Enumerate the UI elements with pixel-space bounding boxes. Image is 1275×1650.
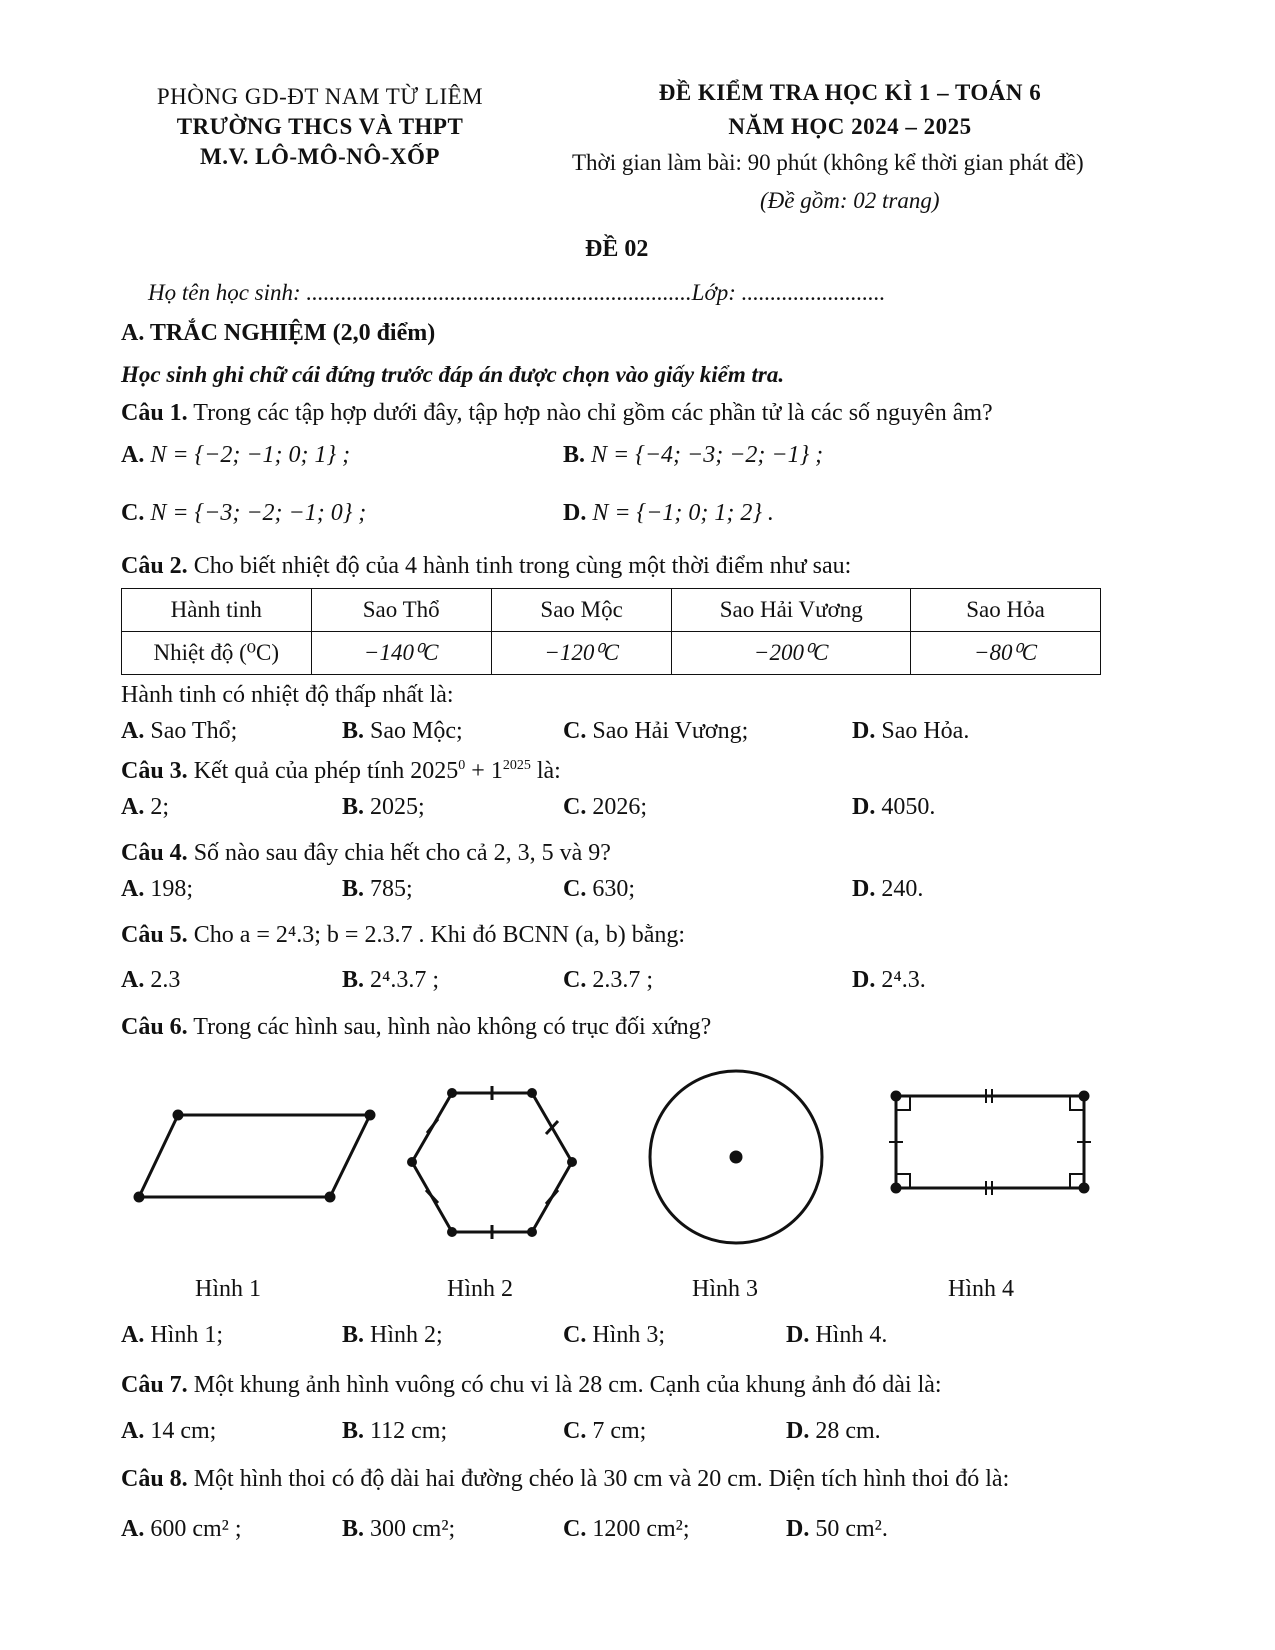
question-label: Câu 2. [121,553,188,579]
expression-plus: + [465,758,491,784]
option-key: B. [342,794,365,820]
table-cell: −120⁰C [491,632,671,675]
option-key: A. [121,1418,145,1444]
table-cell: −80⁰C [911,632,1101,675]
expression-base-2: 1 [490,758,503,784]
class-field[interactable]: ......................... [741,280,886,305]
rectangle-figure [889,1089,1091,1195]
table-cell: Nhiệt độ (⁰C) [122,632,312,675]
option-text: N = {−1; 0; 1; 2} . [592,500,774,526]
option-text: 2⁴.3.7 ; [364,967,440,993]
circle-figure [650,1071,822,1243]
option-text: 7 cm; [586,1418,647,1444]
option-text: Hình 4. [809,1322,888,1348]
option-text: N = {−4; −3; −2; −1} ; [591,442,824,468]
option-key: D. [852,718,876,744]
question-text: Cho a = 2⁴.3; b = 2.3.7 . Khi đó BCNN (a, b) bằng: [187,922,686,948]
q7-option-b[interactable] [342,1418,447,1445]
option-key: D. [852,876,876,902]
q8-option-a[interactable] [121,1516,242,1543]
section-a-instruction: Học sinh ghi chữ cái đứng trước đáp án được chọn vào giấy kiểm tra. [121,362,785,387]
q7-option-d[interactable] [786,1418,881,1445]
expression-exp-2: 2025 [502,758,531,773]
q8-option-c[interactable] [563,1516,690,1543]
option-text: 14 cm; [144,1418,217,1444]
school-name-line2: M.V. LÔ-MÔ-NÔ-XỐP [200,144,440,169]
option-key: C. [563,1322,587,1348]
option-key: A. [121,442,145,468]
question-label: Câu 1. [121,400,188,426]
option-key: B. [342,967,365,993]
question-label: Câu 5. [121,922,188,948]
figure-caption-3: Hình 3 [692,1276,758,1302]
q2-question-line: Hành tinh có nhiệt độ thấp nhất là: [121,682,454,708]
option-text: 240. [875,876,924,902]
option-key: D. [563,500,587,526]
option-text: Sao Hải Vương; [586,718,749,744]
option-key: B. [342,1516,365,1542]
option-text: 1200 cm²; [586,1516,690,1542]
question-text: Số nào sau đây chia hết cho cả 2, 3, 5 và 9? [187,840,611,866]
school-name-line1: TRƯỜNG THCS VÀ THPT [176,114,464,139]
q8-option-d[interactable] [786,1516,888,1543]
option-text: 112 cm; [364,1418,448,1444]
question-text: Kết quả của phép tính [187,758,411,784]
option-key: C. [563,876,587,902]
option-key: C. [563,718,587,744]
option-text: 2⁴.3. [875,967,926,993]
option-text: 600 cm² ; [144,1516,242,1542]
expression-exp-1: 0 [458,758,466,773]
option-key: D. [786,1516,810,1542]
question-8 [121,1466,1009,1493]
option-text: 300 cm²; [364,1516,456,1542]
option-text: 50 cm². [809,1516,888,1542]
table-cell: Sao Hải Vương [672,589,911,632]
option-text: Hình 1; [144,1322,224,1348]
q6-option-b[interactable] [342,1322,443,1349]
table-cell: −140⁰C [311,632,491,675]
option-key: A. [121,794,145,820]
option-key: B. [342,718,365,744]
expression-base-1: 2025 [410,758,459,784]
option-text: 198; [144,876,194,902]
option-text: Sao Thổ; [144,718,238,744]
option-text: 2026; [586,794,648,820]
option-key: B. [563,442,586,468]
q7-option-c[interactable] [563,1418,646,1445]
figure-caption-2: Hình 2 [447,1276,513,1302]
option-text: 2.3 [144,967,181,993]
option-text: 785; [364,876,413,902]
option-text: 2025; [364,794,425,820]
student-name-label: Họ tên học sinh: [148,280,307,305]
option-key: A. [121,967,145,993]
option-key: C. [121,500,145,526]
option-text: Hình 3; [586,1322,666,1348]
question-label: Câu 6. [121,1014,188,1040]
option-key: A. [121,1322,145,1348]
question-text: Một hình thoi có độ dài hai đường chéo là 30 cm và 20 cm. Diện tích hình thoi đó là: [187,1466,1010,1492]
option-text: 630; [586,876,636,902]
option-key: B. [342,1322,365,1348]
school-department: PHÒNG GD-ĐT NAM TỪ LIÊM [156,84,484,109]
option-key: C. [563,1516,587,1542]
q6-option-c[interactable] [563,1322,665,1349]
parallelogram-figure [135,1111,374,1201]
option-key: D. [786,1322,810,1348]
option-key: C. [563,794,587,820]
option-key: D. [852,794,876,820]
exam-duration: Thời gian làm bài: 90 phút (không kể thời gian phát đề) [572,150,1084,175]
question-text: Trong các tập hợp dưới đây, tập hợp nào chỉ gồm các phần tử là các số nguyên âm? [187,400,993,426]
q6-option-d[interactable] [786,1322,887,1349]
q8-option-b[interactable] [342,1516,455,1543]
class-label: Lớp: [691,280,742,305]
option-text: 28 cm. [809,1418,881,1444]
option-text: 2; [144,794,170,820]
question-label: Câu 4. [121,840,188,866]
option-text: 2.3.7 ; [586,967,654,993]
option-text: Hình 2; [364,1322,443,1348]
option-key: A. [121,1516,145,1542]
option-text: N = {−3; −2; −1; 0} ; [150,500,367,526]
question-7 [121,1372,942,1399]
question-text: Trong các hình sau, hình nào không có trục đối xứng? [187,1014,712,1040]
question-label: Câu 7. [121,1372,188,1398]
exam-title: ĐỀ KIỂM TRA HỌC KÌ 1 – TOÁN 6 [658,80,1042,105]
figure-caption-4: Hình 4 [948,1276,1014,1302]
option-key: A. [121,718,145,744]
option-key: D. [852,967,876,993]
option-key: C. [563,967,587,993]
option-text: Sao Mộc; [364,718,463,744]
table-cell: Hành tinh [122,589,312,632]
option-key: C. [563,1418,587,1444]
option-text: N = {−2; −1; 0; 1} ; [150,442,351,468]
student-name-field[interactable]: ................................................................... [306,280,692,305]
option-key: A. [121,876,145,902]
option-key: B. [342,1418,365,1444]
page-count: (Đề gồm: 02 trang) [760,188,940,213]
exam-code: ĐỀ 02 [585,236,649,262]
question-label: Câu 8. [121,1466,188,1492]
table-cell: −200⁰C [672,632,911,675]
question-text-end: là: [530,758,561,784]
hexagon-figure [409,1086,576,1239]
option-key: B. [342,876,365,902]
q6-option-a[interactable] [121,1322,223,1349]
question-label: Câu 3. [121,758,188,784]
school-year: NĂM HỌC 2024 – 2025 [728,114,972,139]
table-cell: Sao Thổ [311,589,491,632]
question-text: Cho biết nhiệt độ của 4 hành tinh trong cùng một thời điểm như sau: [187,553,852,579]
section-a-title: A. TRẮC NGHIỆM (2,0 điểm) [121,320,436,346]
question-text: Một khung ảnh hình vuông có chu vi là 28 cm. Cạnh của khung ảnh đó dài là: [187,1372,942,1398]
figure-caption-1: Hình 1 [195,1276,261,1302]
option-text: Sao Hỏa. [875,718,970,744]
option-key: D. [786,1418,810,1444]
q7-option-a[interactable] [121,1418,216,1445]
option-text: 4050. [875,794,936,820]
table-cell: Sao Hỏa [911,589,1101,632]
table-cell: Sao Mộc [491,589,671,632]
